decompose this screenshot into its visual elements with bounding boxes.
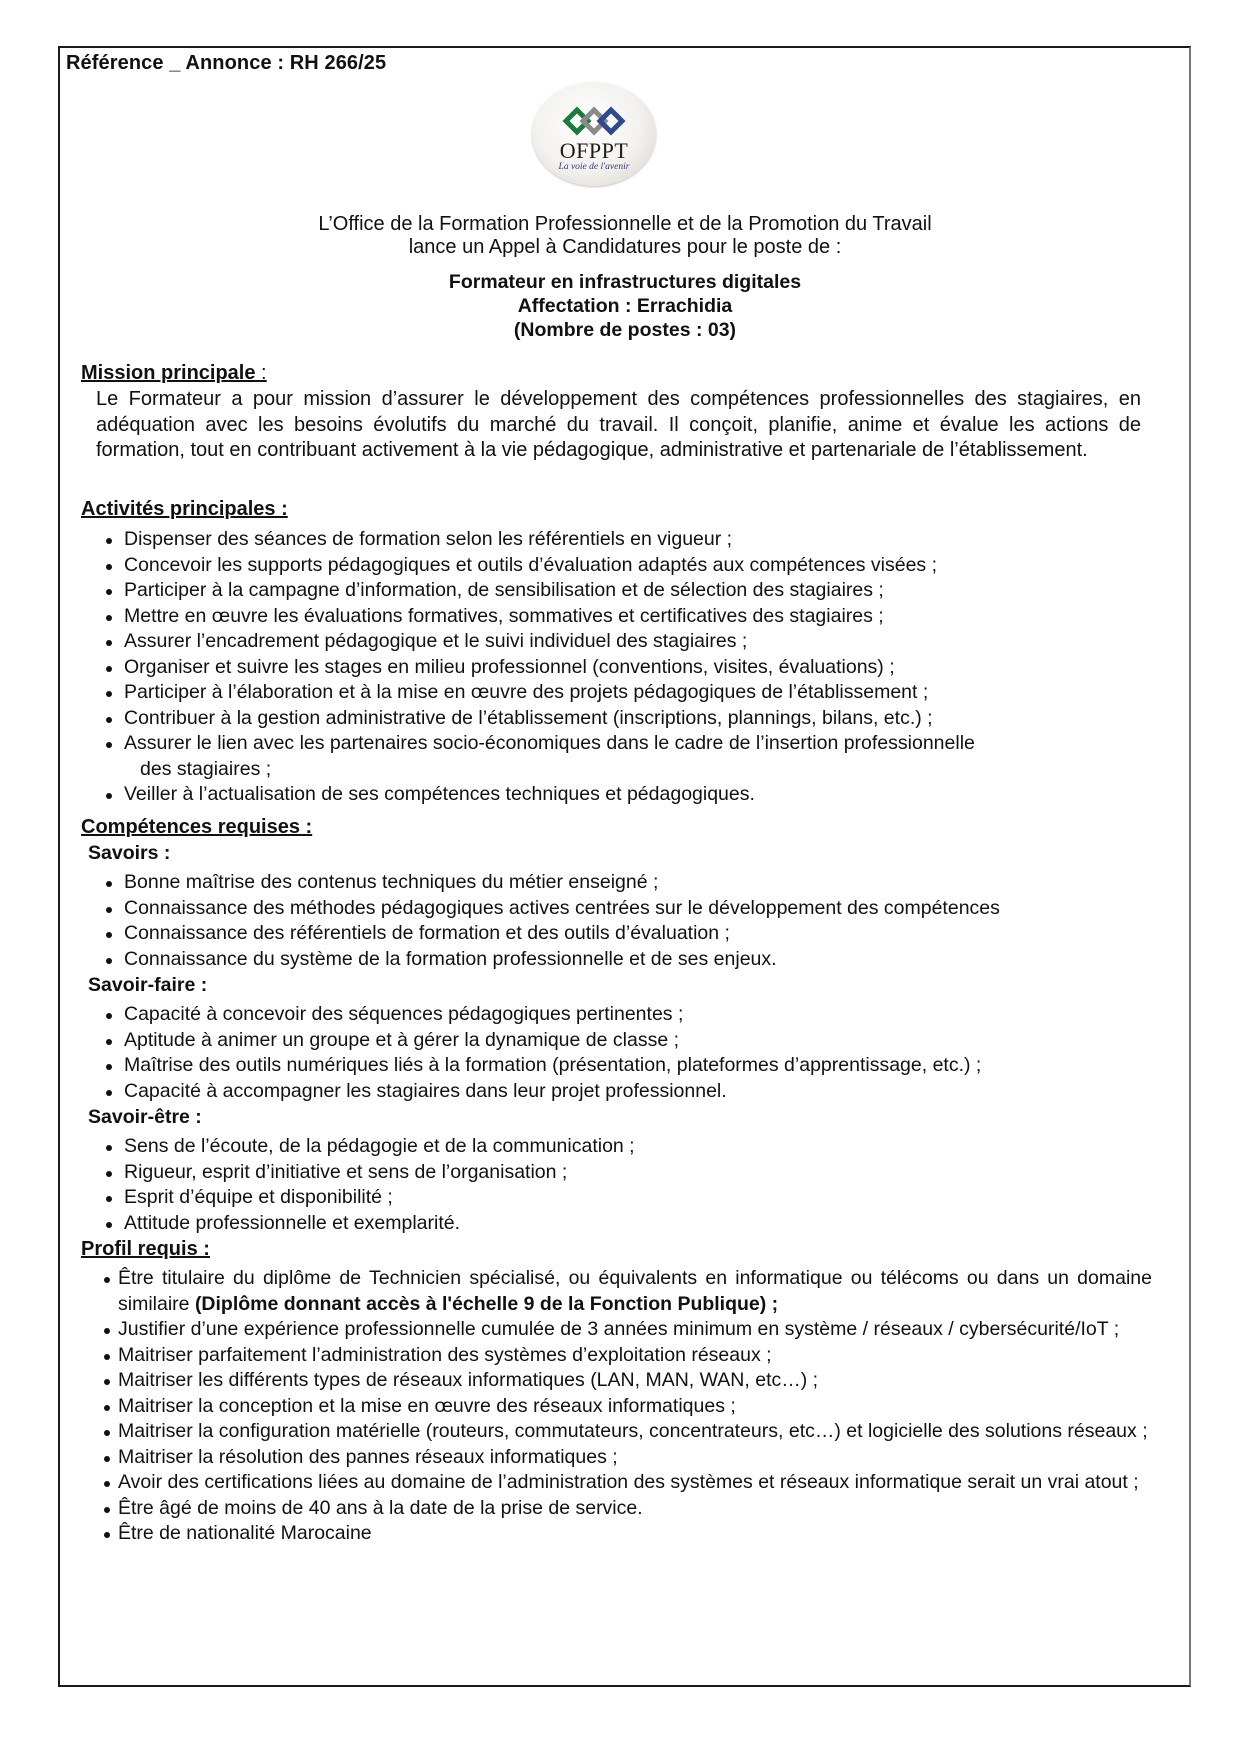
list-item: Maîtrise des outils numériques liés à la formation (présentation, plateformes d’apprentissage, etc.) ; <box>98 1053 1148 1079</box>
list-item: Bonne maîtrise des contenus techniques du métier enseigné ; <box>98 870 1148 896</box>
list-item: Organiser et suivre les stages en milieu professionnel (conventions, visites, évaluations) ; <box>98 655 1148 681</box>
intro-text <box>60 213 1190 259</box>
savoir-etre-list <box>98 1134 1148 1236</box>
post-assignment: Affectation : Errachidia <box>517 295 733 317</box>
activities-heading: Activités principales : <box>81 498 288 520</box>
list-item: Être âgé de moins de 40 ans à la date de la prise de service. <box>104 1496 1152 1522</box>
list-item: Aptitude à animer un groupe et à gérer la dynamique de classe ; <box>98 1028 1148 1054</box>
savoir-etre-heading: Savoir-être : <box>88 1106 202 1128</box>
mission-heading <box>81 362 267 385</box>
list-item: Sens de l’écoute, de la pédagogie et de la communication ; <box>98 1134 1148 1160</box>
list-item: Assurer l’encadrement pédagogique et le suivi individuel des stagiaires ; <box>98 629 1148 655</box>
list-item: Capacité à concevoir des séquences pédagogiques pertinentes ; <box>98 1002 1148 1028</box>
list-item: Maitriser la configuration matérielle (routeurs, commutateurs, concentrateurs, etc…) et logicielle des solutions réseaux ; <box>104 1419 1152 1445</box>
list-item: Participer à l’élaboration et à la mise en œuvre des projets pédagogiques de l’établissement ; <box>98 680 1148 706</box>
list-item: Maitriser la résolution des pannes réseaux informatiques ; <box>104 1445 1152 1471</box>
ofppt-logo <box>532 82 656 186</box>
list-item: Avoir des certifications liées au domaine de l’administration des systèmes et réseaux informatique serait un vrai atout ; <box>104 1470 1152 1496</box>
list-item: Justifier d’une expérience professionnelle cumulée de 3 années minimum en système / réseaux / cybersécurité/IoT ; <box>104 1317 1152 1343</box>
intro-line-2: lance un Appel à Candidatures pour le poste de : <box>408 236 842 258</box>
list-item: Contribuer à la gestion administrative de l’établissement (inscriptions, plannings, bilans, etc.) ; <box>98 706 1148 732</box>
list-item: Connaissance des méthodes pédagogiques actives centrées sur le développement des compétences <box>98 896 1148 922</box>
list-item: Capacité à accompagner les stagiaires dans leur projet professionnel. <box>98 1079 1148 1105</box>
list-item: Esprit d’équipe et disponibilité ; <box>98 1185 1148 1211</box>
list-item: Être de nationalité Marocaine <box>104 1521 1152 1547</box>
announcement-reference: Référence _ Annonce : RH 266/25 <box>66 52 387 74</box>
savoir-faire-heading: Savoir-faire : <box>88 974 208 996</box>
mission-text: Le Formateur a pour mission d’assurer le développement des compétences professionnelles des stagiaires, en adéquation avec les besoins évolutifs du marché du travail. Il conçoit, planifie, anime et évalue les actions de formation, tout en contribuant activement à la vie pédagogique, administrative et partenariale de l’établissement. <box>96 388 1141 461</box>
list-item: Maitriser la conception et la mise en œuvre des réseaux informatiques ; <box>104 1394 1152 1420</box>
list-item: Maitriser les différents types de réseaux informatiques (LAN, MAN, WAN, etc…) ; <box>104 1368 1152 1394</box>
linked-diamonds-icon <box>562 104 626 138</box>
profile-heading: Profil requis : <box>81 1238 210 1260</box>
list-item: Maitriser parfaitement l’administration des systèmes d’exploitation réseaux ; <box>104 1343 1152 1369</box>
post-title: Formateur en infrastructures digitales <box>448 271 802 293</box>
list-item: Concevoir les supports pédagogiques et outils d’évaluation adaptés aux compétences visées ; <box>98 553 1148 579</box>
mission-heading-suffix: : <box>255 362 267 384</box>
skills-heading: Compétences requises : <box>81 816 313 838</box>
list-item: Connaissance du système de la formation professionnelle et de ses enjeux. <box>98 947 1148 973</box>
mission-heading-text: Mission principale <box>81 362 256 384</box>
list-item: Connaissance des référentiels de formation et des outils d’évaluation ; <box>98 921 1148 947</box>
logo-tagline: La voie de l'avenir <box>558 162 630 172</box>
activities-list <box>98 527 1148 808</box>
list-item-emphasis: (Diplôme donnant accès à l'échelle 9 de la Fonction Publique) ; <box>194 1292 779 1315</box>
logo-name: OFPPT <box>559 138 629 163</box>
profile-list <box>104 1266 1152 1547</box>
savoirs-list <box>98 870 1148 972</box>
list-item: Dispenser des séances de formation selon les référentiels en vigueur ; <box>98 527 1148 553</box>
list-item <box>104 1266 1152 1317</box>
list-item-continuation: des stagiaires ; <box>140 757 272 780</box>
list-item <box>98 731 1148 782</box>
savoirs-heading: Savoirs : <box>88 842 171 864</box>
intro-line-1: L’Office de la Formation Professionnelle et de la Promotion du Travail <box>318 213 932 235</box>
list-item: Participer à la campagne d’information, de sensibilisation et de sélection des stagiaires ; <box>98 578 1148 604</box>
savoir-faire-list <box>98 1002 1148 1104</box>
post-title-block <box>60 270 1190 342</box>
list-item-text: Être titulaire du diplôme de Technicien spécialisé, ou équivalents en informatique ou télécoms ou dans un domaine similaire <box>118 1267 1152 1315</box>
list-item: Mettre en œuvre les évaluations formatives, sommatives et certificatives des stagiaires ; <box>98 604 1148 630</box>
list-item: Rigueur, esprit d’initiative et sens de l’organisation ; <box>98 1160 1148 1186</box>
list-item-text: Assurer le lien avec les partenaires socio-économiques dans le cadre de l’insertion professionnelle <box>124 732 975 754</box>
list-item: Veiller à l’actualisation de ses compétences techniques et pédagogiques. <box>98 782 1148 808</box>
list-item: Attitude professionnelle et exemplarité. <box>98 1211 1148 1237</box>
post-count: (Nombre de postes : 03) <box>513 319 737 341</box>
